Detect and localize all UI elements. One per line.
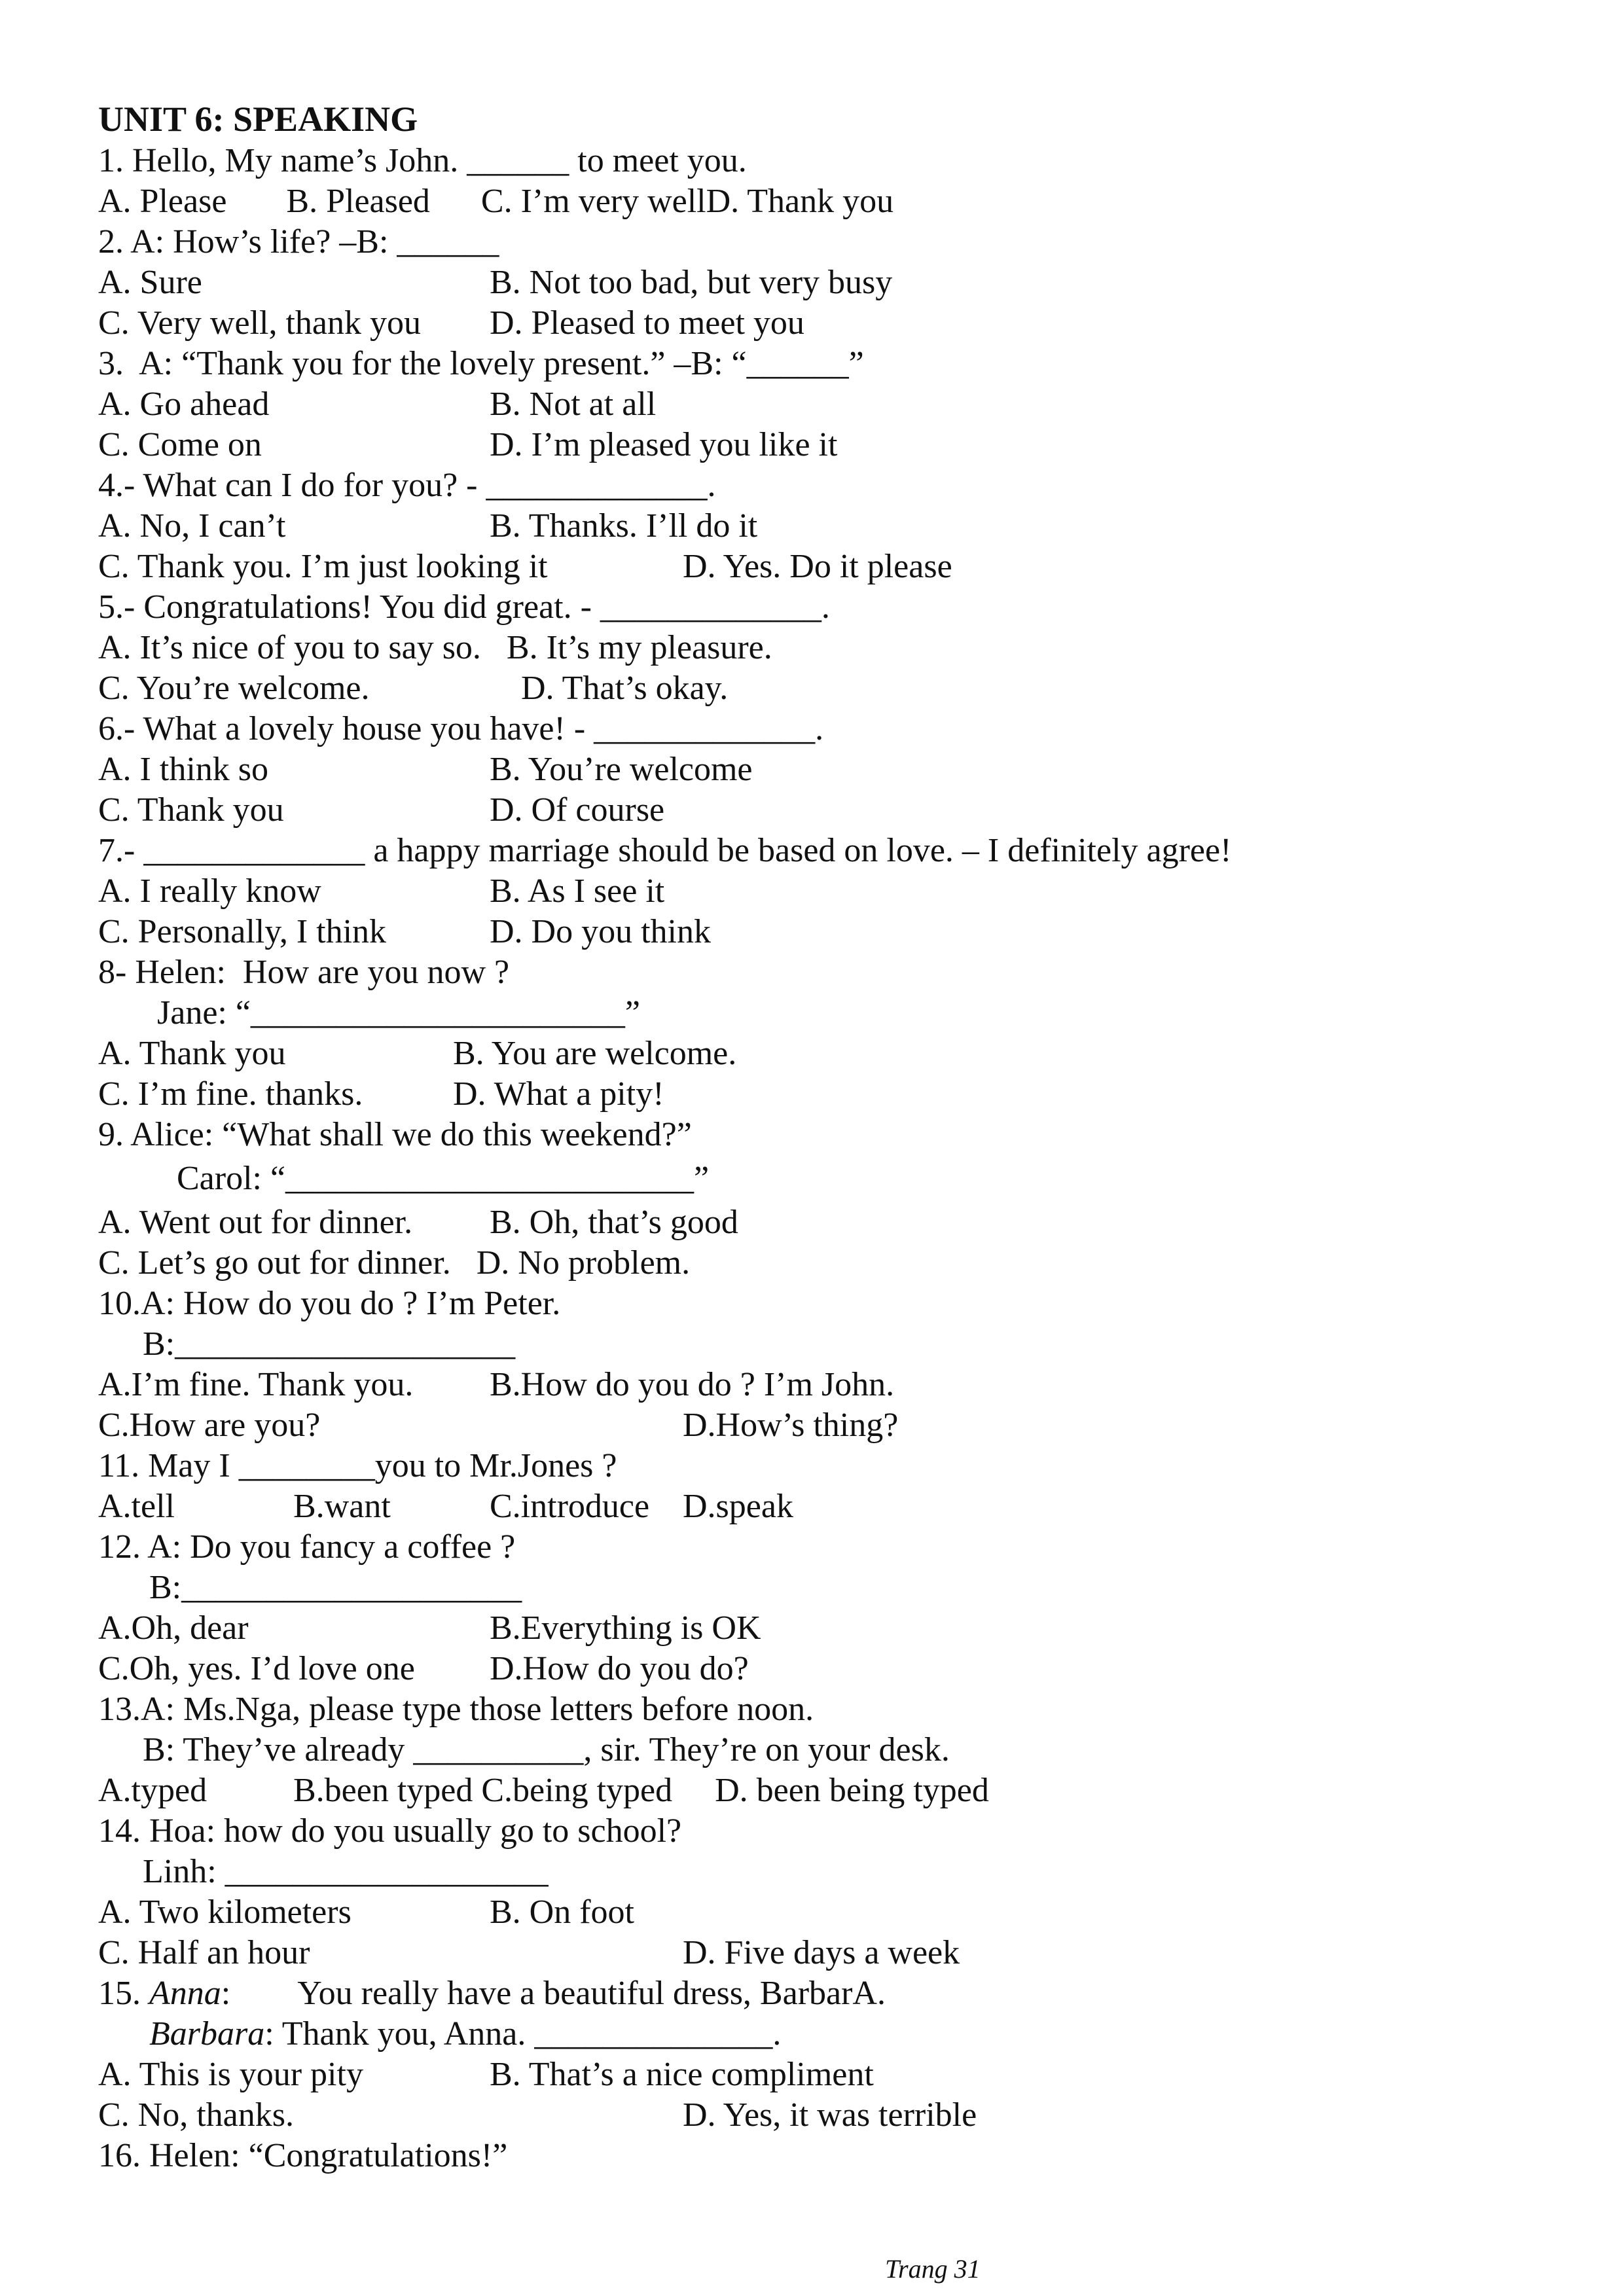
answer-options: A. Please B. Pleased C. I’m very wellD. Thank you: [98, 183, 894, 220]
question-4: 4.- What can I do for you? - _____________.: [98, 467, 716, 504]
option-c: C.introduce: [490, 1488, 650, 1525]
option-b: B.want: [293, 1488, 391, 1525]
question-11: 11. May I ________you to Mr.Jones ?: [98, 1447, 617, 1484]
option-a: A. No, I can’t: [98, 507, 286, 545]
option-b: B. Thanks. I’ll do it: [490, 507, 758, 545]
option-a: A.typed: [98, 1772, 208, 1809]
option-c: C. No, thanks.: [98, 2096, 294, 2134]
option-a: A. I really know: [98, 872, 321, 910]
option-c: C. Very well, thank you: [98, 304, 421, 342]
option-b: B. As I see it: [490, 872, 665, 910]
question-2: 2. A: How’s life? –B: ______: [98, 223, 499, 260]
question-3: 3. A: “Thank you for the lovely present.” –B: “______”: [98, 345, 864, 382]
response-line: [149, 2014, 781, 2054]
option-d: D. Five days a week: [683, 1934, 960, 1971]
response-line: Linh: ___________________: [143, 1853, 549, 1890]
option-c: C. I’m fine. thanks.: [98, 1075, 363, 1113]
question-10: 10.A: How do you do ? I’m Peter.: [98, 1285, 561, 1322]
option-d: D. Yes, it was terrible: [683, 2096, 977, 2134]
response-line: B:____________________: [143, 1325, 516, 1363]
option-c: C. Personally, I think: [98, 913, 387, 950]
option-b: B. You are welcome.: [453, 1035, 737, 1072]
option-b: B. On foot: [490, 1893, 634, 1931]
option-b: B. That’s a nice compliment: [490, 2056, 874, 2093]
response-line: B:____________________: [149, 1569, 522, 1606]
option-a: A. Went out for dinner.: [98, 1204, 413, 1241]
question-15: [98, 1973, 886, 2014]
option-d: D. Do you think: [490, 913, 711, 950]
option-a: A. Two kilometers: [98, 1893, 352, 1931]
question-8: 8- Helen: How are you now ?: [98, 954, 510, 991]
question-text: : You really have a beautiful dress, BarbarA.: [221, 1975, 886, 2012]
option-a: A. Thank you: [98, 1035, 286, 1072]
question-6: 6.- What a lovely house you have! - _____________.: [98, 710, 824, 747]
option-d: D. That’s okay.: [521, 670, 729, 707]
option-a: A.I’m fine. Thank you.: [98, 1366, 414, 1403]
question-13: 13.A: Ms.Nga, please type those letters before noon.: [98, 1691, 814, 1728]
option-d: D.speak: [683, 1488, 793, 1525]
answer-options: B.been typed C.being typed D. been being typed: [293, 1772, 989, 1809]
option-d: D.How’s thing?: [683, 1407, 899, 1444]
question-number: 15.: [98, 1975, 141, 2012]
option-c: C.How are you?: [98, 1407, 321, 1444]
option-d: D. Yes. Do it please: [683, 548, 952, 585]
option-c: C. Come on: [98, 426, 262, 463]
answer-options: C. Let’s go out for dinner. D. No problem.: [98, 1244, 691, 1282]
page-number: Trang 31: [885, 2254, 981, 2284]
question-14: 14. Hoa: how do you usually go to school?: [98, 1812, 682, 1850]
option-b: B. Not too bad, but very busy: [490, 264, 893, 301]
question-12: 12. A: Do you fancy a coffee ?: [98, 1528, 516, 1566]
option-a: A.Oh, dear: [98, 1609, 249, 1647]
option-d: D. I’m pleased you like it: [490, 426, 838, 463]
response-text: : Thank you, Anna. ______________.: [264, 2015, 782, 2053]
option-a: A. I think so: [98, 751, 268, 788]
option-c: C. Thank you. I’m just looking it: [98, 548, 548, 585]
question-5: 5.- Congratulations! You did great. - _____________.: [98, 588, 830, 626]
option-b: B. Not at all: [490, 386, 657, 423]
option-a: A.tell: [98, 1488, 175, 1525]
option-a: A. Sure: [98, 264, 202, 301]
response-line: Carol: “________________________”: [177, 1160, 710, 1197]
speaker-anna: Anna: [149, 1975, 221, 2012]
option-d: D. Of course: [490, 791, 665, 829]
question-9: 9. Alice: “What shall we do this weekend?”: [98, 1116, 692, 1153]
answer-options: A. It’s nice of you to say so. B. It’s my pleasure.: [98, 629, 772, 666]
option-c: C. Thank you: [98, 791, 284, 829]
option-d: D.How do you do?: [490, 1650, 749, 1687]
option-c: C.Oh, yes. I’d love one: [98, 1650, 415, 1687]
speaker-barbara: Barbara: [149, 2015, 265, 2053]
page-title: UNIT 6: SPEAKING: [98, 99, 418, 139]
option-d: D. What a pity!: [453, 1075, 664, 1113]
option-a: A. This is your pity: [98, 2056, 363, 2093]
option-b: B. You’re welcome: [490, 751, 753, 788]
option-b: B. Oh, that’s good: [490, 1204, 738, 1241]
option-c: C. You’re welcome.: [98, 670, 370, 707]
option-b: B.Everything is OK: [490, 1609, 761, 1647]
option-a: A. Go ahead: [98, 386, 270, 423]
option-b: B.How do you do ? I’m John.: [490, 1366, 895, 1403]
question-1: 1. Hello, My name’s John. ______ to meet you.: [98, 142, 747, 179]
response-line: Jane: “______________________”: [157, 994, 641, 1031]
question-7: 7.- _____________ a happy marriage should be based on love. – I definitely agree!: [98, 832, 1232, 869]
option-d: D. Pleased to meet you: [490, 304, 804, 342]
response-line: B: They’ve already __________, sir. They’re on your desk.: [143, 1731, 950, 1768]
question-16: 16. Helen: “Congratulations!”: [98, 2137, 508, 2174]
option-c: C. Half an hour: [98, 1934, 310, 1971]
